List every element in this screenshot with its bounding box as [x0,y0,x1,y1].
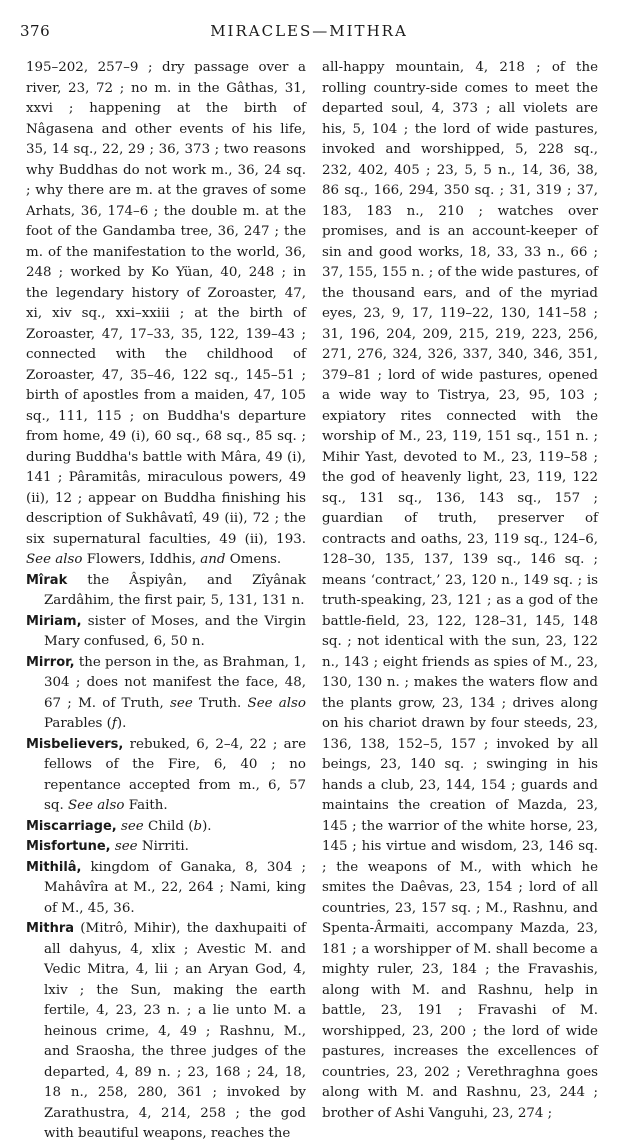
italic-text: See also [67,798,125,813]
entry-text: Parables ( [44,716,112,731]
running-head-title: MIRACLES—MITHRA [210,22,408,40]
entry-text: Faith. [124,798,168,813]
right-column [322,58,598,1124]
index-headword: Mîrak [26,572,68,588]
left-column [26,58,306,1145]
entry-text: Truth. [192,695,248,711]
entry-text: the person in the, as Brahman, 1, 304 ; does not manifest the face, 48, 67 ; M. of Truth, [44,654,306,711]
entry-text: all-happy mountain, 4, 218 ; of the rolling country-side comes to meet the departed soul, 4, 373 ; all violets are his, 5, 104 ; the lord of wide pastures, invoked and worshipped, 5, 228 sq., 232, 402, 405 ; 23, 5, 5 n., 14, 36, 38, 86 sq., 166, 294, 350 sq. ; 31, 319 ; 37, 183, 183 n., 210 ; watches over promises, and is an account-keeper of sin and good works, 18, 33, 33 n., 66 ; 37, 155, 155 n. ; of the wide pastures, of the thousand ears, and of the myriad eyes, 23, 9, 17, 119–22, 130, 141–58 ; 31, 196, 204, 209, 215, 219, 223, 256, 271, 276, 324, 326, 337, 340, 346, 351, 379–81 ; lord of wide pastures, opened a wide way to Tistrya, 23, 95, 103 ; expiatory rites connected with the worship of M., 23, 119, 151 sq., 151 n. ; Mihir Yast, devoted to M., 23, 119–58 ; the god of heavenly light, 23, 119, 122 sq., 131 sq., 136, 143 sq., 157 ; guardian of truth, preserver of contracts and oaths, 23, 119 sq., 124–6, 128–30, 135, 137, 139 sq., 146 sq. ; means ‘contract,’ 23, 120 n., 149 sq. ; is truth-speaking, 23, 121 ; as a god of the battle-field, 23, 122, 128–31, 145, 148 sq. ; not identical with the sun, 23, 122 n., 143 ; eight friends as spies of M., 23, 130, 130 n. ; makes the waters flow and the plants grow, 23, 134 ; drives along on his chariot drawn by four steeds, 23, 136, 138, 152–5, 157 ; invoked by all beings, 23, 140 sq. ; swinging in his hands a club, 23, 144, 154 ; guards and maintains the creation of Mazda, 23, 145 ; the warrior of the white horse, 23, 145 ; his virtue and wisdom, 23, 146 sq. ; the weapons of M., with which he smites the Daêvas, 23, 154 ; lord of all countries, 23, 157 sq. ; M., Rashnu, and Spenta-Ârmaiti, accompany Mazda, 23, 181 ; a worshipper of M. shall become a mighty ruler, 23, 184 ; the Fravashis, along with M. and Rashnu, help in battle, 23, 191 ; Fravashi of M. worshipped, 23, 200 ; the lord of wide pastures, increases the excellences of countries, 23, 202 ; Verethraghna goes along with M. and Rashnu, 23, 244 ; brother of Ashi Vanguhi, 23, 274 ; [322,60,598,1121]
italic-text: see [121,818,144,834]
italic-text: see [170,695,193,711]
entry-text: sister of Moses, and the Virgin Mary confused, 6, 50 n. [44,613,306,649]
entry-text: (Mitrô, Mihir), the daxhupaiti of all dahyus, 4, xlix ; Avestic M. and Vedic Mitra, 4, lii ; an Aryan God, 4, lxiv ; the Sun, making the earth fertile, 4, 23, 23 n. ; a lie unto M. a heinous crime, 4, 49 ; Rashnu, M., and Sraosha, the three judges of the departed, 4, 89 n. ; 23, 168 ; 24, 18, 18 n., 258, 280, 361 ; invoked by Zarathustra, 4, 214, 258 ; the god with beautiful weapons, reaches the [44,921,306,1141]
index-headword: Misbelievers, [26,736,124,752]
entry-text: Flowers, Iddhis, [82,552,201,567]
index-entry-continuation [26,58,306,571]
index-entry [26,858,306,920]
index-headword: Miscarriage, [26,818,117,834]
index-entry [26,653,306,735]
index-entry [26,817,306,838]
entry-text: Child ( [143,818,194,834]
index-headword: Mirror, [26,654,75,670]
entry-text: Omens. [225,552,282,567]
italic-text: f [111,716,117,731]
index-entry [26,837,306,858]
index-entry [26,571,306,612]
index-entry [26,919,306,1145]
italic-text: and [200,552,226,567]
index-headword: Mithra [26,921,75,936]
entry-text: 195–202, 257–9 ; dry passage over a river, 23, 72 ; no m. in the Gâthas, 31, xxvi ; happening at the birth of Nâgasena and other events of his life, 35, 14 sq., 22, 29 ; 36, 373 ; two reasons why Buddhas do not work m., 36, 24 sq. ; why there are m. at the graves of some Arhats, 36, 174–6 ; the double m. at the foot of the Gandamba tree, 36, 247 ; the m. of the manifestation to the world, 36, 248 ; worked by Ko Yüan, 40, 248 ; in the legendary history of Zoroaster, 47, xi, xiv sq., xxi–xxiii ; at the birth of Zoroaster, 47, 17–33, 35, 122, 139–43 ; connected with the childhood of Zoroaster, 47, 35–46, 122 sq., 145–51 ; birth of apostles from a maiden, 47, 105 sq., 111, 115 ; on Buddha's departure from home, 49 (i), 60 sq., 68 sq., 85 sq. ; during Buddha's battle with Mâra, 49 (i), 141 ; Pâramitâs, miraculous powers, 49 (ii), 12 ; appear on Buddha finishing his description of Sukhâvatî, 49 (ii), 72 ; the six supernatural faculties, 49 (ii), 193. [26,60,306,547]
entry-text: the Âspiyân, and Zîyânak Zardâhim, the first pair, 5, 131, 131 n. [44,572,306,608]
page-number: 376 [20,22,51,40]
entry-text: Nirriti. [137,839,189,854]
index-headword: Mithilâ, [26,859,82,875]
italic-text: See also [26,552,83,567]
index-headword: Miriam, [26,613,82,629]
italic-text: see [114,839,138,854]
italic-text: See also [247,695,306,711]
entry-text: ). [202,818,212,834]
index-entry [26,735,306,817]
entry-text: ). [116,716,127,731]
index-headword: Misfortune, [26,839,111,854]
entry-text: kingdom of Ganaka, 8, 304 ; Mahâvîra at M., 22, 264 ; Nami, king of M., 45, 36. [44,859,306,916]
index-entry [26,612,306,653]
index-entry-continuation [322,58,598,1124]
italic-text: b [193,818,203,834]
entry-text: rebuked, 6, 2–4, 22 ; are fellows of the Fire, 6, 40 ; no repentance accepted from m., 6, 57 sq. [44,736,306,813]
